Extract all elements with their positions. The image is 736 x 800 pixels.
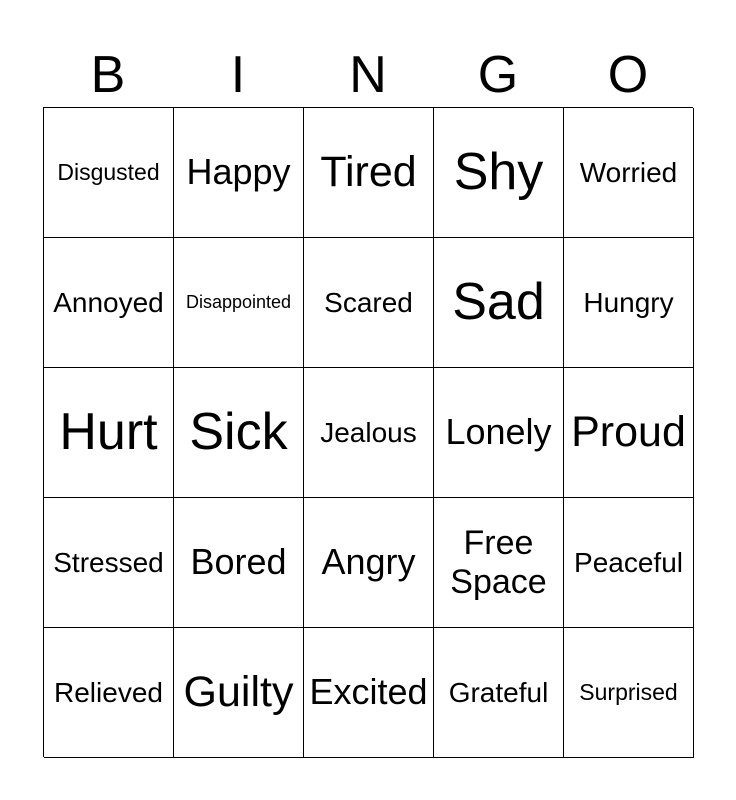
bingo-cell-r5c3[interactable]: Excited: [304, 628, 434, 758]
bingo-cell-r4c1[interactable]: Stressed: [44, 498, 174, 628]
bingo-cell-r2c4[interactable]: Sad: [434, 238, 564, 368]
bingo-cell-r4c2[interactable]: Bored: [174, 498, 304, 628]
bingo-cell-r2c5[interactable]: Hungry: [564, 238, 694, 368]
bingo-cell-r1c5[interactable]: Worried: [564, 108, 694, 238]
header-letter-n: N: [349, 46, 387, 104]
bingo-header: [43, 44, 693, 106]
bingo-board: [43, 107, 693, 757]
bingo-cell-r3c3[interactable]: Jealous: [304, 368, 434, 498]
bingo-cell-r1c2[interactable]: Happy: [174, 108, 304, 238]
header-letter-g: G: [477, 46, 519, 104]
bingo-cell-free-space[interactable]: Free Space: [434, 498, 564, 628]
bingo-cell-r4c3[interactable]: Angry: [304, 498, 434, 628]
bingo-cell-r5c5[interactable]: Surprised: [564, 628, 694, 758]
bingo-cell-r3c2[interactable]: Sick: [174, 368, 304, 498]
bingo-cell-r2c1[interactable]: Annoyed: [44, 238, 174, 368]
bingo-cell-r1c1[interactable]: Disgusted: [44, 108, 174, 238]
header-letter-o: O: [607, 46, 649, 104]
bingo-cell-r2c2[interactable]: Disappointed: [174, 238, 304, 368]
bingo-cell-r2c3[interactable]: Scared: [304, 238, 434, 368]
bingo-cell-r5c4[interactable]: Grateful: [434, 628, 564, 758]
bingo-cell-r4c5[interactable]: Peaceful: [564, 498, 694, 628]
header-letter-i: I: [230, 46, 246, 104]
bingo-cell-r3c4[interactable]: Lonely: [434, 368, 564, 498]
bingo-cell-r5c1[interactable]: Relieved: [44, 628, 174, 758]
bingo-cell-r5c2[interactable]: Guilty: [174, 628, 304, 758]
bingo-cell-r1c4[interactable]: Shy: [434, 108, 564, 238]
header-letter-b: B: [90, 46, 126, 104]
bingo-cell-r3c1[interactable]: Hurt: [44, 368, 174, 498]
bingo-cell-r3c5[interactable]: Proud: [564, 368, 694, 498]
bingo-cell-r1c3[interactable]: Tired: [304, 108, 434, 238]
